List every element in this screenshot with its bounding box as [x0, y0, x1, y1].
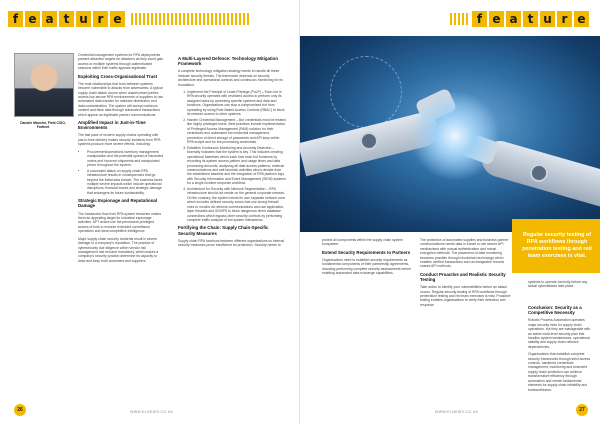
author-photo	[14, 53, 74, 117]
amplified-paragraph: The fast pace of modern supply chains operating with just-in-time delivery makes security incidents from RPA systems produce more severe effects, including:	[78, 133, 161, 147]
robot-hands-illustration	[300, 36, 600, 232]
extend-paragraph: Organisations need to establish security requirements as fundamental components of their partnership agreements, including performing complete security assessments before enabling automated data exchange capabilities.	[322, 258, 412, 276]
header-stripe	[131, 13, 251, 25]
final-paragraph: Organisations that establish complete security frameworks through strict access controls, hardened credentials management, monitoring and extended supply chain protection can achieve transformative efficiency through automation and create fundamental elements for supply chain reliability and trustworthiness.	[528, 352, 591, 392]
page-number-right: 27	[576, 404, 588, 416]
banner-letter: a	[506, 11, 521, 27]
heading-conclusion: Conclusion: Security as a Competitive Necessity	[528, 305, 582, 316]
impact-list	[78, 150, 164, 196]
banner-letter: t	[59, 11, 74, 27]
banner-letter: u	[76, 11, 91, 27]
right-column-3	[528, 302, 594, 395]
banner-letter: e	[574, 11, 589, 27]
footer-url-right: WWW.ELNEWS.CO.UK	[435, 410, 479, 414]
robot-joint	[530, 164, 548, 182]
light-glow	[410, 91, 500, 181]
protection-paragraph: The protection of automated supplies and business partner communications needs data in transit to use secure API mechanisms with mutual authentication and robust encryption methods. The placement of data monitoring becomes possible through blockchain technology which enables verified transactions and unchangeable records shared API methods.	[420, 238, 509, 269]
pull-quote: Regular security testing of RPA workflows through penetration testing and red team exercises is vital.	[512, 219, 600, 273]
page-number-left: 26	[14, 404, 26, 416]
robot-joint	[360, 132, 378, 150]
conclusion-paragraph: Robotic Process Automation operates major security risks for supply chain operations, but they are manageable with an active multi-level security plan that handles system weaknesses, operational stability and supply chain network dependencies.	[528, 318, 591, 349]
header-stripe	[450, 13, 468, 25]
continuation-paragraph: systems to operate correctly before any actual cyberattacks take place.	[528, 280, 588, 289]
fortify-paragraph: Supply chain RPA functions between different organisations so internal security measures prove insufficient for protection. Security needs to	[178, 238, 284, 248]
protect-paragraph: protect all components within the supply chain system ecosystem.	[322, 238, 403, 247]
heading-strategic: Strategic Espionage and Reputational Damage	[78, 198, 158, 209]
banner-letter: r	[93, 11, 108, 27]
conduct-paragraph: Take action to identify your vulnerabilities before an attack occurs. Regular security testing of RPA workflows through penetration testing and red team exercises is vital. Proactive testing enables organisations to verify their detection and response	[420, 285, 511, 307]
banner-letter: r	[557, 11, 572, 27]
banner-letter: e	[489, 11, 504, 27]
right-header	[450, 9, 589, 29]
circuit-ring	[330, 56, 402, 128]
intro-paragraph: Credential management systems for RPA deployments present attractive targets for attackers as they could gain access to multiple systems through authenticated sessions within their traffic appears legitimate.	[78, 53, 164, 71]
heading-amplified: Amplified Impact in Just-in-Time Environments	[78, 120, 146, 131]
framework-paragraph: A complete technology mitigation strategy needs to handle all these intricate security threats. The framework depends on security architecture and operational controls and continuous monitoring for its foundation.	[178, 69, 283, 87]
banner-letter: e	[25, 11, 40, 27]
list-item: • A successful attack on supply chain RPA infrastructure results in consequences that go beyond the initial data breach. The business faces multiple severe impacts which include operational disruptions, financial losses and strategic damage that endangers its future sustainability.	[87, 169, 164, 195]
list-item: 4. Architecture for Security with Network Segmentation – RPA infrastructure should not reside on the general corporate network. On the contrary, the system needs its own separate network zone which includes defined security zones that use strong firewall rules to monitor all network communications and use application-layer firewalls and IDS/IPS to block dangerous direct database connections which bypass other security controls by performing complete traffic analysis of bot system interactions.	[187, 187, 286, 222]
heading-framework: A Multi-Layered Defence: Technology Mitigation Framework	[178, 56, 279, 67]
right-feature-banner	[472, 11, 589, 27]
heading-extend: Extend Security Requirements to Partners	[322, 249, 411, 255]
strategic-paragraph: The transaction flow from RPA system breaches makes them an appealing target for industrial espionage activities. APT actors use the permanent privileged access of bots to execute extended surveillance operations and steal competitive intelligence.	[78, 211, 162, 234]
major-paragraph: Major supply chain security incidents result in severe damage to a company's reputation. The practice of cybersecurity due diligence within vendor risk management has become mandatory, which makes a company's security position determine its capacity to draw and keep both customers and suppliers.	[78, 236, 159, 263]
list-item: 1. Implement the Principle of Least Privilege (PoLP) – Each bot in RPA security operates with restricted access to perform only its assigned tasks by accessing specific systems and data and functions. Organisations can stop a compromised bot from spreading by using Role-Based Access Controls (RBAC) to block its network access to other systems.	[187, 90, 286, 116]
banner-letter: u	[540, 11, 555, 27]
list-item: 3. Establish Continuous Monitoring and Anomaly Detection – Normally indicates that the system is key. This includes creating operational baselines which track how each bot functions by recording its system access pattern and usage times and data processing amounts, analysing all data access patterns, external communications and self-heuristic activities which deviate from the established baseline and the integration of RPA platform logs with Security Information and Event Management (SIEM) systems for a single incident response workflow.	[187, 146, 286, 186]
list-item: • Procurement/operations inventory management manipulation and the potential spread of fraudulent orders and incorrect shipments and manipulated prices throughout the system.	[87, 150, 164, 168]
list-item: 2. Harden Credential Management – Bot credentials must be treated like highly privileged users. Best practices include implementation of Privileged Access Management (PAM) solution for their centralised and automated bot credential management, prevention of direct storage of passwords and API keys within RPA scripts and for bot processing credentials.	[187, 118, 286, 144]
right-column-2	[420, 238, 512, 310]
left-column-2	[178, 53, 286, 251]
right-page	[300, 0, 600, 424]
trust-paragraph: The trust relationships that form between systems become vulnerable to attacks from adversaries. A typical supply chain attack occurs when unauthorised parties access low-secure RPA environments of suppliers to use automated data transfer for malware distribution and data contamination. The system will accept malicious content and false data through automated transactions which appear as legitimate partner communications.	[78, 81, 164, 117]
footer-url-left: WWW.ELNEWS.CO.UK	[130, 410, 174, 414]
banner-letter: f	[8, 11, 23, 27]
heading-trust: Exploiting Cross-Organisational Trust	[78, 73, 158, 79]
banner-letter: f	[472, 11, 487, 27]
author-caption: Daniele Mancini, Field CISO, Fortinet	[20, 121, 66, 130]
left-header	[8, 9, 251, 29]
right-column-1	[322, 238, 414, 279]
framework-list	[178, 90, 286, 222]
left-column-1	[78, 53, 164, 266]
banner-letter: a	[42, 11, 57, 27]
heading-conduct: Conduct Proactive and Realistic Security Testing	[420, 271, 506, 283]
author-profile	[14, 53, 72, 130]
banner-letter: e	[110, 11, 125, 27]
left-feature-banner	[8, 11, 125, 27]
heading-fortify: Fortifying the Chain: Supply Chain-Specific Security Measures	[178, 225, 269, 236]
banner-letter: t	[523, 11, 538, 27]
